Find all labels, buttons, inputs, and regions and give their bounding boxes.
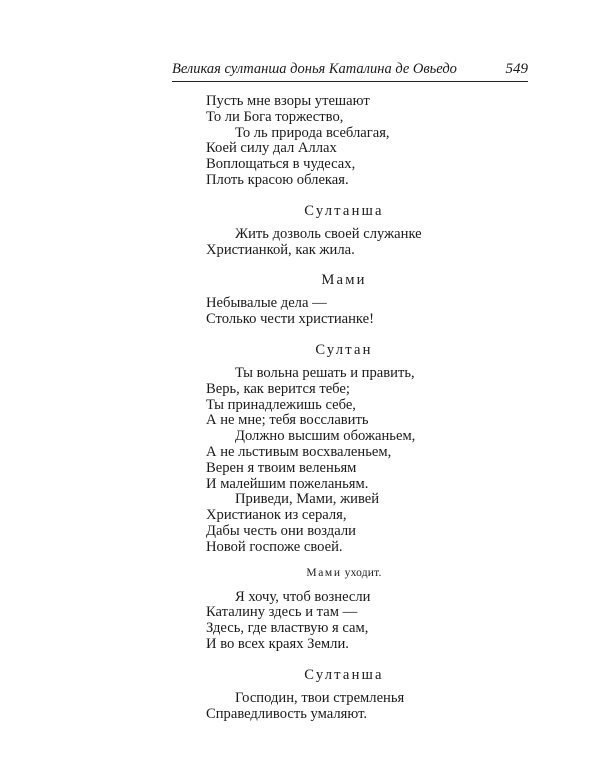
verse-block-6	[206, 691, 536, 723]
verse-block-2	[206, 227, 536, 259]
verse-line: Коей силу дал Аллах	[206, 140, 337, 157]
verse-line: Христианкой, как жила.	[206, 241, 355, 258]
verse-line: Столько чести христианке!	[206, 311, 374, 328]
verse-text	[206, 94, 536, 722]
speaker-name: Султанша	[304, 202, 384, 219]
verse-line: И во всех краях Земли.	[206, 635, 349, 652]
speaker-name: Мами	[321, 272, 367, 289]
verse-line: Должно высшим обожаньем,	[235, 428, 416, 445]
verse-line: Плоть красою облекая.	[206, 171, 349, 188]
verse-line: Каталину здесь и там —	[206, 604, 358, 621]
verse-line: А не льстивым восхваленьем,	[206, 443, 392, 460]
verse-line: Жить дозволь своей служанке	[235, 225, 422, 242]
speaker-name: Султанша	[304, 666, 384, 683]
verse-line: Верен я твоим веленьям	[206, 459, 357, 476]
verse-line: Господин, твои стремленья	[235, 689, 405, 706]
verse-block-3	[206, 296, 536, 328]
verse-line: Здесь, где властвую я сам,	[206, 620, 369, 637]
verse-line: И малейшим пожеланьям.	[206, 475, 369, 492]
verse-line: То ли Бога торжество,	[206, 108, 344, 125]
verse-line: Верь, как верится тебе;	[206, 380, 350, 397]
verse-line: Дабы честь они воздали	[206, 522, 356, 539]
verse-line: Небывалые дела —	[206, 295, 327, 312]
verse-block-4	[206, 366, 536, 556]
verse-line: Приведи, Мами, живей	[235, 491, 380, 508]
verse-line: Справедливость умаляют.	[206, 705, 368, 722]
verse-line: А не мне; тебя восславить	[206, 412, 369, 429]
verse-line: Пусть мне взоры утешают	[206, 93, 370, 109]
stage-direction-action: уходит.	[344, 566, 382, 579]
verse-line: Христианок из сераля,	[206, 507, 347, 524]
verse-block-5	[206, 590, 536, 653]
verse-block-1	[206, 94, 536, 189]
verse-line: Ты принадлежишь себе,	[206, 396, 356, 413]
running-header	[172, 60, 528, 82]
verse-line: Новой госпоже своей.	[206, 538, 343, 555]
running-title: Великая султанша донья Каталина де Овьедо	[172, 61, 457, 77]
verse-line: Воплощаться в чудесах,	[206, 156, 356, 173]
verse-line: Я хочу, чтоб вознесли	[235, 588, 371, 605]
stage-direction	[206, 566, 482, 580]
page-number: 549	[505, 61, 528, 77]
verse-line: То ль природа всеблагая,	[235, 124, 390, 141]
stage-direction-name: Мами	[306, 566, 342, 579]
speaker-name: Султан	[315, 341, 373, 358]
verse-line: Ты вольна решать и править,	[235, 364, 415, 381]
header-rule	[172, 81, 528, 82]
